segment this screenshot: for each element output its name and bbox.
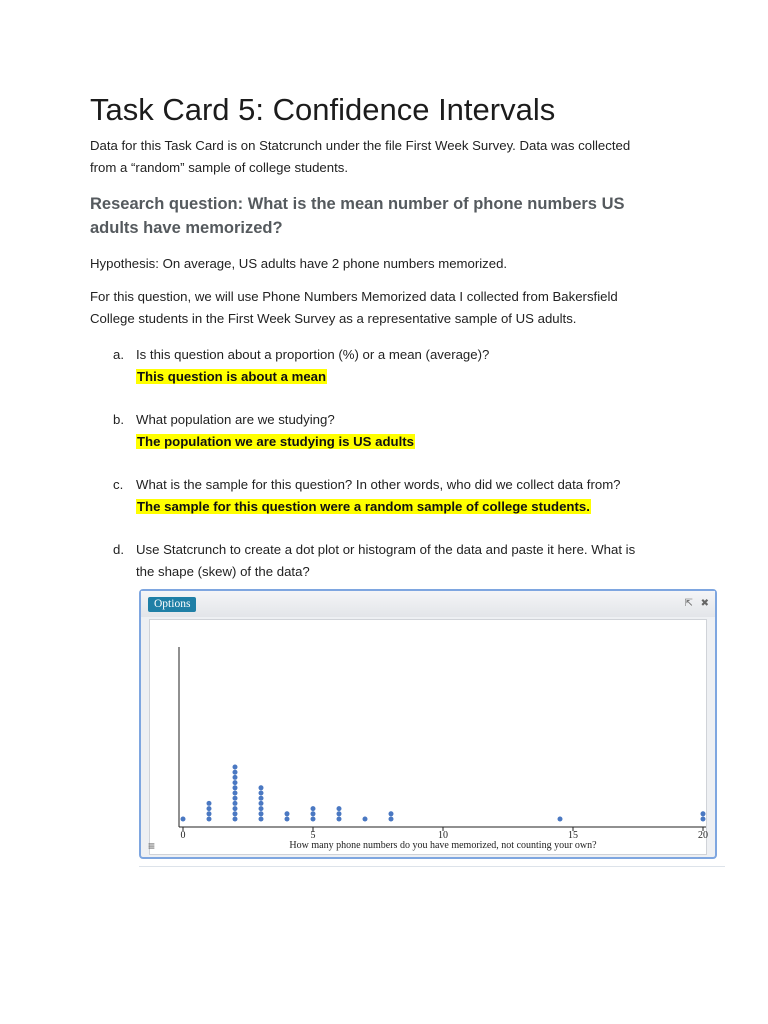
data-dot xyxy=(233,770,238,775)
x-tick-label: 20 xyxy=(698,830,708,841)
data-dot xyxy=(233,785,238,790)
data-dot xyxy=(233,806,238,811)
data-dot xyxy=(259,811,264,816)
data-dot xyxy=(259,791,264,796)
close-icon[interactable]: ✖ xyxy=(700,598,709,609)
data-dot xyxy=(311,817,316,822)
data-dots xyxy=(181,765,706,822)
data-dot xyxy=(285,811,290,816)
research-question-line-1: Research question: What is the mean number of phone numbers US xyxy=(90,195,625,213)
data-dot xyxy=(233,780,238,785)
data-dot xyxy=(311,811,316,816)
data-dot xyxy=(207,801,212,806)
intro-line-2: from a “random” sample of college students. xyxy=(90,160,349,175)
table-gridline xyxy=(139,866,725,867)
data-dot xyxy=(207,817,212,822)
data-dot xyxy=(233,801,238,806)
data-dot xyxy=(389,817,394,822)
hypothesis-text: Hypothesis: On average, US adults have 2 phone numbers memorized. xyxy=(90,256,508,271)
question-text: Is this question about a proportion (%) or a mean (average)? xyxy=(136,347,490,362)
data-dot xyxy=(337,811,342,816)
data-dot xyxy=(259,785,264,790)
graph-window-toolbar xyxy=(141,591,715,617)
data-dot xyxy=(181,817,186,822)
x-axis-label: How many phone numbers do you have memorized, not counting your own? xyxy=(289,840,597,851)
question-text-line-2: the shape (skew) of the data? xyxy=(136,564,310,579)
data-dot xyxy=(701,811,706,816)
intro-line-1: Data for this Task Card is on Statcrunch under the file First Week Survey. Data was collected xyxy=(90,138,631,153)
data-dot xyxy=(233,811,238,816)
answer-highlight: This question is about a mean xyxy=(137,369,327,384)
data-dot xyxy=(207,806,212,811)
item-marker: c. xyxy=(113,477,124,492)
data-dot xyxy=(233,817,238,822)
x-tick-label: 15 xyxy=(568,830,578,841)
data-dot xyxy=(311,806,316,811)
dot-plot-chart xyxy=(150,620,706,854)
x-tick-label: 5 xyxy=(310,830,316,841)
options-button[interactable]: Options xyxy=(148,597,196,612)
data-dot xyxy=(701,817,706,822)
data-dot xyxy=(259,817,264,822)
research-question-heading xyxy=(90,192,690,240)
x-axis-ticks xyxy=(181,827,709,841)
question-text: What is the sample for this question? In other words, who did we collect data from? xyxy=(136,477,621,492)
data-dot xyxy=(389,811,394,816)
answer-highlight: The population we are studying is US adults xyxy=(137,434,414,449)
data-dot xyxy=(233,765,238,770)
item-marker: b. xyxy=(113,412,124,427)
answer-highlight: The sample for this question were a random sample of college students. xyxy=(137,499,590,514)
data-dot xyxy=(558,817,563,822)
x-tick-label: 10 xyxy=(438,830,448,841)
data-dot xyxy=(233,775,238,780)
data-dot xyxy=(337,817,342,822)
page-title: Task Card 5: Confidence Intervals xyxy=(90,92,556,127)
research-question-line-2: adults have memorized? xyxy=(90,219,283,237)
window-controls xyxy=(679,598,709,609)
data-dot xyxy=(363,817,368,822)
data-dot xyxy=(233,791,238,796)
data-dot xyxy=(259,806,264,811)
question-text: What population are we studying? xyxy=(136,412,335,427)
context-paragraph xyxy=(90,286,680,330)
data-dot xyxy=(233,796,238,801)
plot-area xyxy=(149,619,707,855)
intro-paragraph xyxy=(90,135,680,179)
x-tick-label: 0 xyxy=(180,830,186,841)
item-marker: a. xyxy=(113,347,124,362)
data-dot xyxy=(259,796,264,801)
context-line-1: For this question, we will use Phone Numbers Memorized data I collected from Bakersfield xyxy=(90,289,618,304)
question-text-line-1: Use Statcrunch to create a dot plot or histogram of the data and paste it here. What is xyxy=(136,542,636,557)
context-line-2: College students in the First Week Survey as a representative sample of US adults. xyxy=(90,311,577,326)
data-dot xyxy=(285,817,290,822)
data-dot xyxy=(207,811,212,816)
menu-icon[interactable]: ≡ xyxy=(148,839,156,853)
expand-icon[interactable]: ⇱ xyxy=(684,598,693,609)
data-dot xyxy=(259,801,264,806)
data-dot xyxy=(337,806,342,811)
statcrunch-graph-window xyxy=(139,589,717,859)
item-marker: d. xyxy=(113,542,124,557)
